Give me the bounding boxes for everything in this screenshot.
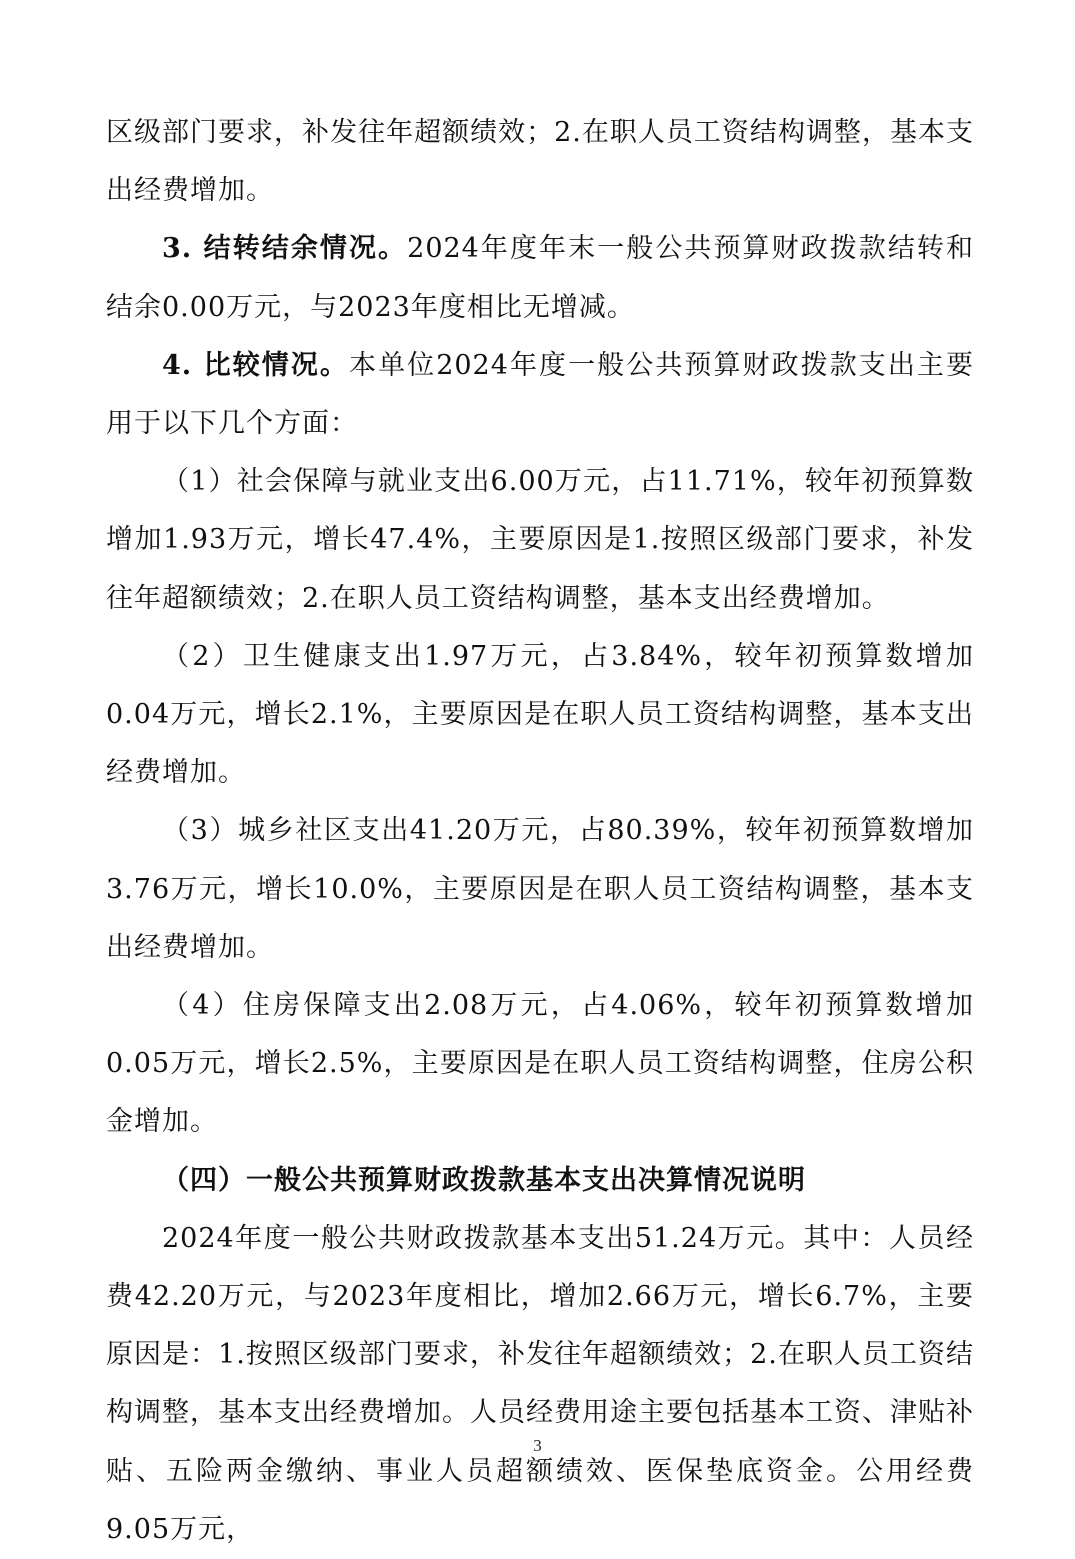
- list-item-housing: （4）住房保障支出2.08万元，占4.06%，较年初预算数增加0.05万元，增长2.5%，主要原因是在职人员工资结构调整，住房公积金增加。: [106, 990, 974, 1138]
- section-label-comparison: 4. 比较情况。: [162, 349, 349, 381]
- section-label-carryover: 3. 结转结余情况。: [162, 233, 408, 265]
- section-heading-basic-expenditure: （四）一般公共预算财政拨款基本支出决算情况说明: [162, 1164, 806, 1196]
- paragraph-carryover: [106, 220, 974, 336]
- list-item-health: （2）卫生健康支出1.97万元，占3.84%，较年初预算数增加0.04万元，增长2.1%，主要原因是在职人员工资结构调整，基本支出经费增加。: [106, 640, 974, 789]
- document-body: [106, 104, 974, 1559]
- carryover-text: 2024年度年末一般公共预算财政拨款结转和结余0.00万元，与2023年度相比无增减。: [106, 233, 975, 323]
- list-item-social-security: （1）社会保障与就业支出6.00万元，占11.71%，较年初预算数增加1.93万元，增长47.4%，主要原因是1.按照区级部门要求，补发往年超额绩效；2.在职人员工资结构调整，基本支出经费增加。: [106, 466, 974, 614]
- paragraph-continuation: 区级部门要求，补发往年超额绩效；2.在职人员工资结构调整，基本支出经费增加。: [106, 117, 974, 207]
- paragraph-comparison: [106, 337, 974, 453]
- paragraph-basic-expenditure: 2024年度一般公共财政拨款基本支出51.24万元。其中：人员经费42.20万元，与2023年度相比，增加2.66万元，增长6.7%，主要原因是：1.按照区级部门要求，补发往年超额绩效；2.在职人员工资结构调整，基本支出经费增加。人员经费用途主要包括基本工资、津贴补贴、五险两金缴纳、事业人员超额绩效、医保垫底资金。公用经费9.05万元，: [106, 1222, 974, 1545]
- comparison-text: 本单位2024年度一般公共预算财政拨款支出主要用于以下几个方面：: [106, 349, 974, 440]
- page-number: 3: [533, 1436, 542, 1455]
- list-item-urban-rural: （3）城乡社区支出41.20万元，占80.39%，较年初预算数增加3.76万元，增长10.0%，主要原因是在职人员工资结构调整，基本支出经费增加。: [106, 815, 974, 963]
